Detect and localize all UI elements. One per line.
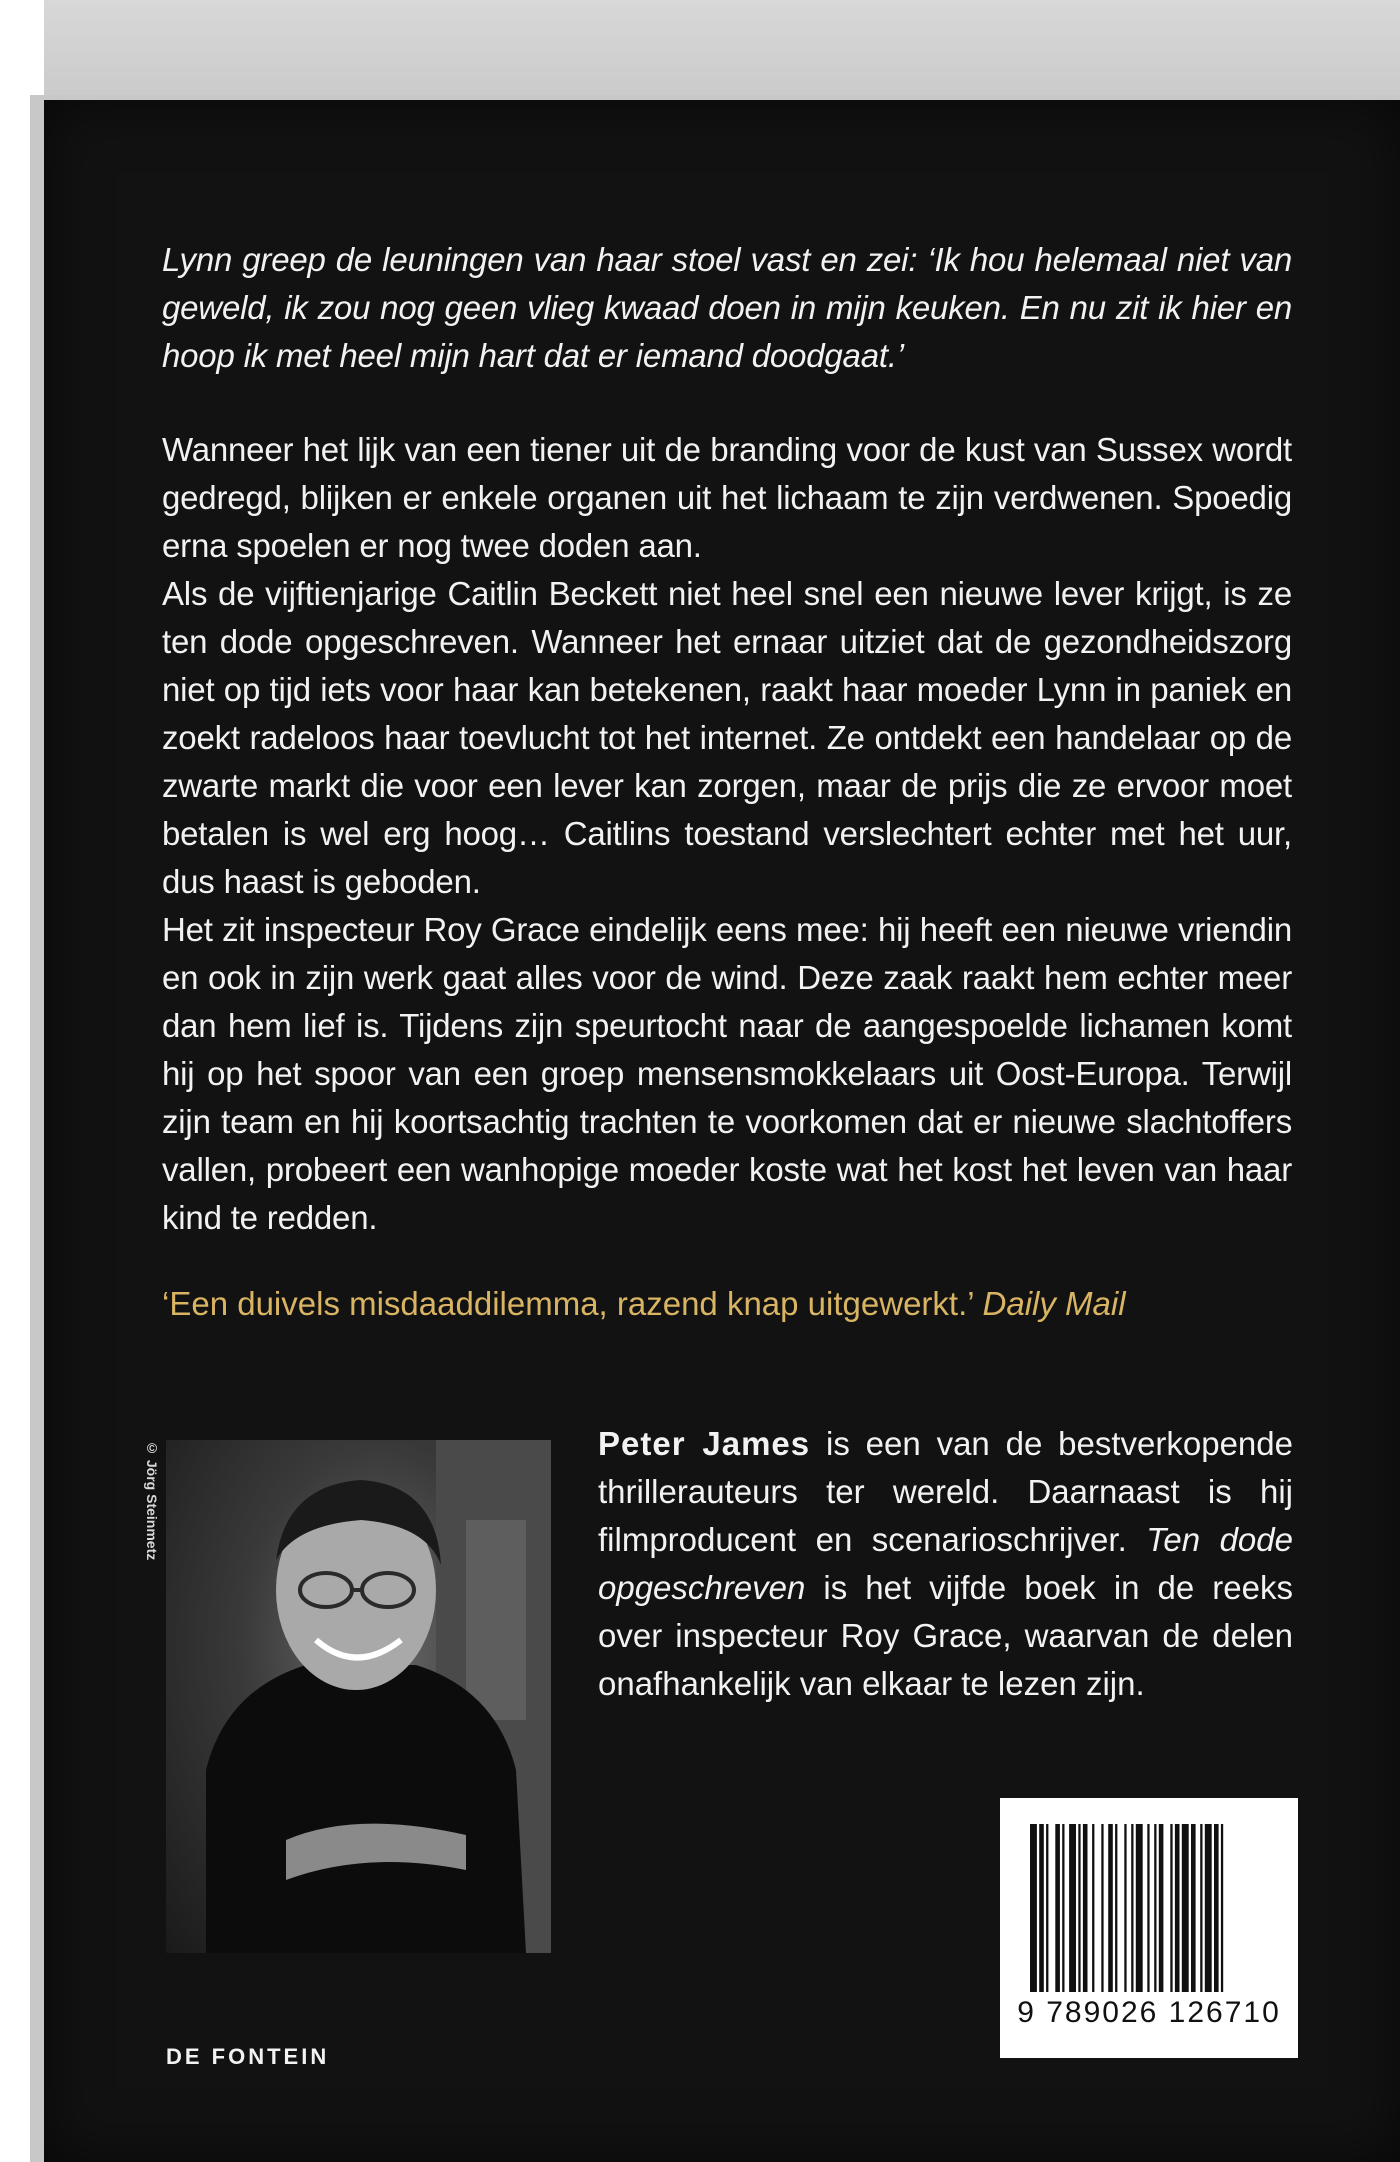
blurb [162, 426, 1292, 1242]
book-title: Ten dode opgeschreven [598, 1521, 1293, 1606]
review-source: Daily Mail [982, 1285, 1126, 1322]
photo-credit: © Jörg Steinmetz [144, 1440, 160, 1561]
barcode-bar [1131, 1824, 1133, 1992]
blurb-paragraph-3: Het zit inspecteur Roy Grace eindelijk eens mee: hij heeft een nieuwe vriendin en ook in zijn werk gaat alles voor de wind. Deze zaak raakt hem echter meer dan hem lief is. Tijdens zijn speurtocht naar de aangespoelde lichamen komt hij op het spoor van een groep mensensmokkelaars uit Oost-Europa. Terwijl zijn team en hij koortsachtig trachten te voorkomen dat er nieuwe slachtoffers vallen, probeert een wanhopige moeder koste wat het kost het leven van haar kind te redden. [162, 911, 1292, 1236]
barcode-bar [1101, 1824, 1103, 1992]
barcode-bar [1083, 1824, 1088, 1992]
review-quote [162, 1280, 1292, 1328]
barcode-bar [1124, 1824, 1126, 1992]
author-photo [166, 1440, 551, 1953]
barcode-bar [1108, 1824, 1113, 1992]
barcode-bar [1115, 1824, 1117, 1992]
barcode-bar [1182, 1824, 1189, 1992]
intro-quote: Lynn greep de leuningen van haar stoel vast en zei: ‘Ik hou helemaal niet van geweld, ik zou nog geen vlieg kwaad doen in mijn keuken. En nu zit ik hier en hoop ik met heel mijn hart dat er iemand doodgaat.’ [162, 241, 1292, 374]
barcode-bar [1062, 1824, 1064, 1992]
barcode-bar [1147, 1824, 1149, 1992]
author-bio [598, 1420, 1293, 1708]
barcode-bar [1055, 1824, 1060, 1992]
barcode-bar [1154, 1824, 1156, 1992]
author-name: Peter James [598, 1425, 811, 1462]
bio-text-2: is het vijfde boek in de reeks over inspecteur Roy Grace, waarvan de delen onafhankelijk van elkaar te lezen zijn. [598, 1569, 1293, 1702]
barcode [1000, 1798, 1298, 2058]
barcode-bar [1078, 1824, 1080, 1992]
barcode-bar [1191, 1824, 1196, 1992]
isbn-number: 9 789026 126710 [1017, 1996, 1281, 2029]
barcode-bar [1205, 1824, 1212, 1992]
barcode-bar [1175, 1824, 1180, 1992]
barcode-bar [1039, 1824, 1044, 1992]
author-portrait-illustration [166, 1440, 551, 1953]
blurb-paragraph-2: Als de vijftienjarige Caitlin Beckett niet heel snel een nieuwe lever krijgt, is ze ten dode opgeschreven. Wanneer het ernaar uitziet dat de gezondheidszorg niet op tijd iets voor haar kan betekenen, raakt haar moeder Lynn in paniek en zoekt radeloos haar toevlucht tot het internet. Ze ontdekt een handelaar op de zwarte markt die voor een lever kan zorgen, maar de prijs die ze ervoor moet betalen is wel erg hoog… Caitlins toestand verslechtert echter met het uur, dus haast is geboden. [162, 575, 1292, 900]
barcode-bar [1092, 1824, 1094, 1992]
barcode-bar [1136, 1824, 1143, 1992]
publisher-name: DE FONTEIN [166, 2044, 330, 2069]
review-text: ‘Een duivels misdaaddilemma, razend knap uitgewerkt.’ [162, 1285, 974, 1322]
barcode-bar [1214, 1824, 1219, 1992]
barcode-bars [1030, 1824, 1268, 1992]
barcode-bar [1046, 1824, 1048, 1992]
barcode-bar [1069, 1824, 1076, 1992]
barcode-bar [1221, 1824, 1223, 1992]
bio-text-1: is een van de bestverkopende thrillerauteurs ter wereld. Daarnaast is hij filmproducent en scenarioschrijver. [598, 1425, 1293, 1558]
barcode-bar [1200, 1824, 1202, 1992]
barcode-bar [1030, 1824, 1037, 1992]
barcode-bar [1170, 1824, 1172, 1992]
blurb-paragraph-1: Wanneer het lijk van een tiener uit de branding voor de kust van Sussex wordt gedregd, blijken er enkele organen uit het lichaam te zijn verdwenen. Spoedig erna spoelen er nog twee doden aan. [162, 431, 1292, 564]
barcode-bar [1159, 1824, 1164, 1992]
